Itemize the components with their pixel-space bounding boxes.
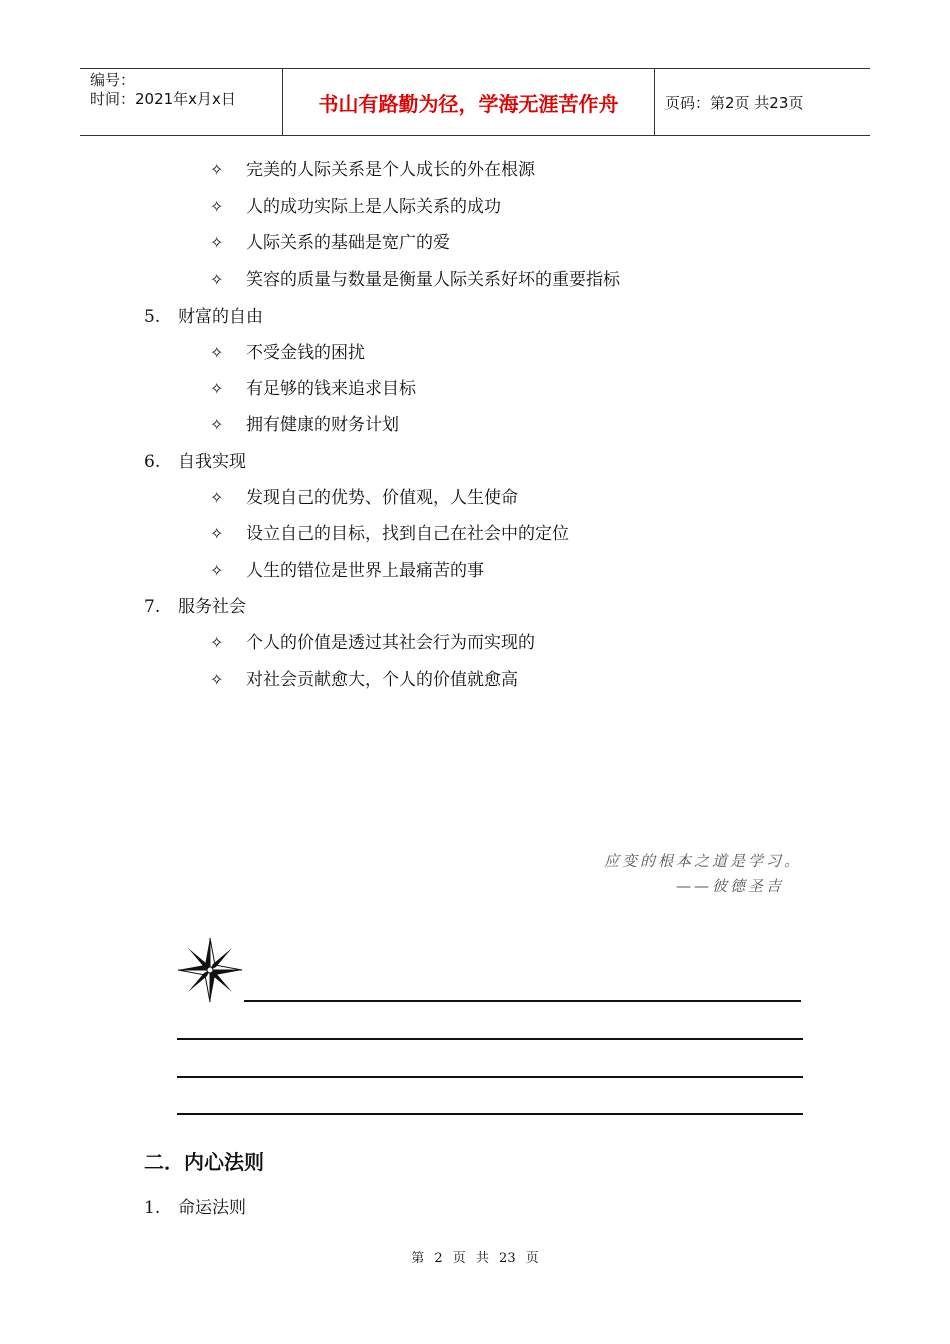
quote-author: ——彼德圣吉	[676, 877, 785, 895]
bullet-text: 设立自己的目标，找到自己在社会中的定位	[246, 524, 569, 544]
numbered-item-1	[144, 1197, 246, 1219]
list-item	[210, 378, 416, 400]
item-title: 财富的自由	[178, 307, 263, 327]
list-item	[210, 232, 450, 254]
writing-line	[177, 1113, 803, 1115]
list-item	[210, 159, 535, 181]
list-item	[210, 487, 518, 509]
item-title: 自我实现	[178, 452, 246, 472]
bullet-text: 个人的价值是透过其社会行为而实现的	[246, 633, 535, 653]
bullet-text: 人际关系的基础是宽广的爱	[246, 233, 450, 253]
quote-text: 应变的根本之道是学习。	[604, 852, 803, 870]
header-page-info: 页码：第2页 共23页	[665, 93, 804, 112]
compass-star-icon	[176, 936, 244, 1004]
bullet-text: 人的成功实际上是人际关系的成功	[246, 197, 501, 217]
numbered-item-5	[144, 306, 263, 328]
bullet-text: 有足够的钱来追求目标	[246, 379, 416, 399]
numbered-item-7	[144, 596, 246, 618]
bullet-icon: ✧	[210, 343, 224, 362]
bullet-text: 拥有健康的财务计划	[246, 415, 399, 435]
bullet-text: 不受金钱的困扰	[246, 343, 365, 363]
bullet-text: 对社会贡献愈大，个人的价值就愈高	[246, 670, 518, 690]
bullet-icon: ✧	[210, 270, 224, 289]
bullet-icon: ✧	[210, 160, 224, 179]
list-item	[210, 560, 484, 582]
bullet-icon: ✧	[210, 488, 224, 507]
header-motto: 书山有路勤为径，学海无涯苦作舟	[282, 69, 655, 135]
bullet-icon: ✧	[210, 233, 224, 252]
section-title: 二．内心法则	[144, 1150, 264, 1174]
item-number: 6.	[144, 452, 161, 472]
bullet-icon: ✧	[210, 524, 224, 543]
date-label: 时间：2021年x月x日	[90, 90, 236, 108]
item-number: 1.	[144, 1198, 161, 1218]
bullet-icon: ✧	[210, 670, 224, 689]
bullet-text: 发现自己的优势、价值观，人生使命	[246, 488, 518, 508]
bullet-text: 人生的错位是世界上最痛苦的事	[246, 561, 484, 581]
bullet-icon: ✧	[210, 415, 224, 434]
bullet-icon: ✧	[210, 633, 224, 652]
writing-line	[244, 1000, 801, 1002]
numbered-item-6	[144, 451, 246, 473]
code-label: 编号：	[90, 71, 136, 89]
list-item	[210, 632, 535, 654]
list-item	[210, 342, 365, 364]
list-item	[210, 269, 620, 291]
list-item	[210, 523, 569, 545]
item-title: 命运法则	[178, 1198, 246, 1218]
page-header	[80, 68, 870, 136]
item-title: 服务社会	[178, 597, 246, 617]
bullet-icon: ✧	[210, 197, 224, 216]
list-item	[210, 669, 518, 691]
bullet-text: 笑容的质量与数量是衡量人际关系好坏的重要指标	[246, 270, 620, 290]
list-item	[210, 414, 399, 436]
bullet-text: 完美的人际关系是个人成长的外在根源	[246, 160, 535, 180]
header-meta	[80, 69, 282, 135]
bullet-icon: ✧	[210, 379, 224, 398]
page-footer: 第 2 页 共 23 页	[411, 1251, 539, 1266]
writing-line	[177, 1038, 803, 1040]
item-number: 5.	[144, 307, 161, 327]
list-item	[210, 196, 501, 218]
bullet-icon: ✧	[210, 561, 224, 580]
item-number: 7.	[144, 597, 161, 617]
writing-line	[177, 1076, 803, 1078]
